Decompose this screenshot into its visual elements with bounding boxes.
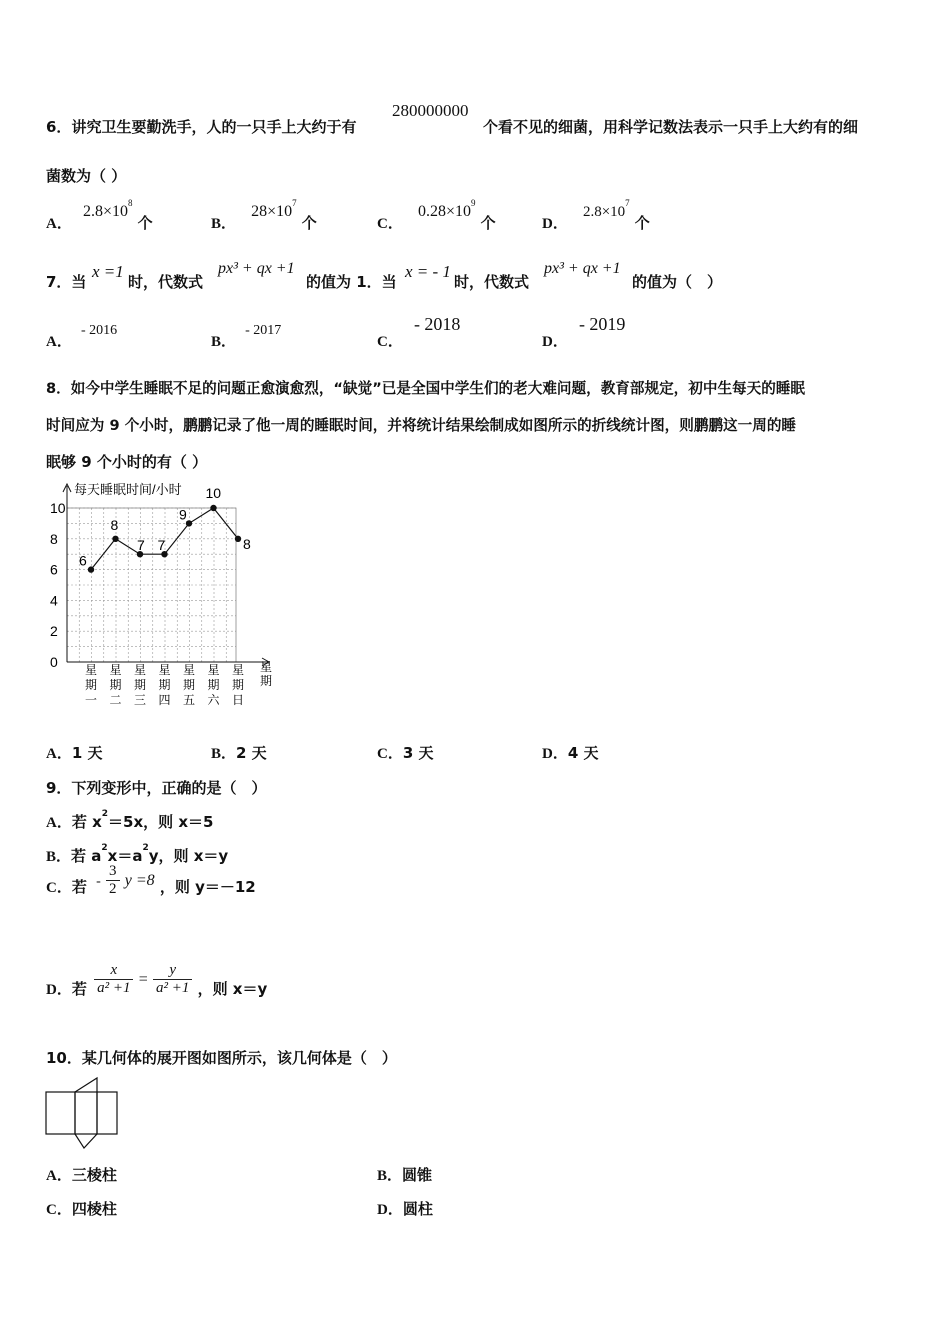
q7-number: 7．当 (46, 273, 87, 291)
data-point (112, 536, 118, 542)
chart-yticks (50, 500, 66, 670)
x-tick-label: 四 (158, 693, 171, 707)
option-label: B． (211, 216, 237, 232)
data-label: 7 (137, 537, 145, 554)
q9-option-d[interactable]: D．若 $\frac{x}{\text{a² +1}}$ = $\frac{y}{\text{a² +1}}$ ，则 x＝y (46, 962, 268, 998)
q10-stem: 10．某几何体的展开图如图所示，该几何体是（ ） (46, 1049, 397, 1067)
option-label: D． (377, 1202, 403, 1218)
option-value: - 2016 (80, 323, 118, 338)
data-point (235, 536, 241, 542)
option-label: B． (211, 334, 237, 350)
q6-text-c: 菌数为（ ） (46, 167, 127, 185)
x-tick-label: 期 (183, 678, 196, 692)
data-point (210, 505, 216, 511)
x-tick-label: 二 (109, 693, 122, 707)
q7-cond1: x =1 (92, 262, 124, 281)
y-tick-label: 4 (50, 592, 58, 609)
data-label: 7 (157, 537, 166, 554)
data-label: 10 (205, 485, 222, 501)
option-label: C． (377, 216, 403, 232)
chart-axes (63, 484, 272, 688)
x-tick-label: 五 (183, 693, 196, 707)
q7-option-d[interactable] (542, 314, 626, 350)
y-tick-label: 10 (50, 500, 66, 516)
q9-stem: 9．下列变形中，正确的是（ ） (46, 779, 267, 797)
option-label: A． (46, 815, 72, 831)
option-label: D． (46, 982, 72, 998)
x-tick-label: 期 (134, 678, 147, 692)
q7-expr2: px³ + qx +1 (544, 260, 621, 277)
option-label: C． (46, 880, 72, 896)
option-value: 圆锥 (402, 1166, 433, 1184)
q6-number: 6． (46, 118, 72, 136)
option-label: C． (377, 334, 403, 350)
option-value: 3 天 (402, 744, 434, 762)
q7-option-c[interactable] (377, 314, 461, 350)
q6-option-c[interactable] (377, 198, 496, 232)
q6-line1 (46, 116, 356, 137)
q10-option-c[interactable] (46, 1198, 117, 1219)
option-value: - 2017 (245, 323, 282, 338)
option-value: 2 天 (236, 744, 267, 762)
chart-grid (67, 508, 236, 662)
q9-option-c[interactable]: C．若 - $\frac{3}{2}$ y =8 ，则 y＝－12 (46, 863, 256, 897)
q9-option-a[interactable]: A．若 $x^2=5x$，则 x＝5 (46, 809, 214, 831)
x-tick-label: 星 (134, 663, 147, 677)
x-tick-label: 期 (85, 678, 98, 692)
q10-option-b[interactable] (377, 1164, 432, 1185)
x-axis-label: 期 (260, 674, 273, 688)
q6-option-d[interactable] (542, 198, 650, 232)
q7-option-b[interactable] (211, 318, 282, 350)
x-tick-label: 星 (183, 663, 196, 677)
q7-text4: 的值为（ ） (632, 273, 723, 291)
option-label: C． (377, 746, 403, 762)
fraction: $\frac{x}{\text{a² +1}}$ (94, 962, 133, 997)
x-tick-label: 期 (158, 678, 171, 692)
y-tick-label: 0 (50, 654, 58, 670)
x-tick-label: 星 (158, 663, 171, 677)
y-tick-label: 8 (50, 530, 58, 547)
x-tick-label: 星 (207, 663, 220, 677)
q6-text-b: 个看不见的细菌，用科学记数法表示一只手上大约有的细 (483, 118, 859, 136)
y-tick-label: 2 (50, 623, 58, 640)
fraction: $\frac{3}{2}$ (106, 863, 120, 898)
option-value: 圆柱 (402, 1200, 433, 1218)
data-label: 9 (179, 506, 187, 523)
x-axis-label: 星 (260, 660, 273, 674)
net-triangle-bottom (75, 1134, 97, 1148)
q7-expr1: px³ + qx +1 (218, 260, 295, 277)
x-tick-label: 星 (85, 663, 98, 677)
option-unit: 个 (137, 214, 153, 232)
option-unit: 个 (634, 214, 650, 232)
q8-line2: 时间应为 9 个小时，鹏鹏记录了他一周的睡眠时间，并将统计结果绘制成如图所示的折线统计图，则鹏鹏这一周的睡 (46, 417, 797, 434)
option-label: A． (46, 746, 72, 762)
q10-option-d[interactable] (377, 1198, 433, 1219)
net-triangle-top (75, 1078, 97, 1092)
q6-option-b[interactable] (211, 198, 317, 232)
x-tick-label: 日 (232, 693, 245, 707)
x-tick-label: 三 (134, 693, 147, 707)
q7-text2: 的值为 1．当 (306, 273, 397, 291)
option-value: 1 天 (71, 744, 103, 762)
x-tick-label: 期 (109, 678, 122, 692)
option-label: B． (211, 746, 237, 762)
option-value: $2.8\times 10^7$ (582, 198, 630, 220)
option-label: A． (46, 334, 72, 350)
chart-xticks (85, 663, 244, 707)
data-label: 8 (243, 535, 251, 552)
sleep-line-chart (40, 478, 290, 718)
y-tick-label: 6 (50, 561, 58, 578)
x-tick-label: 星 (109, 663, 122, 677)
option-label: B． (46, 849, 72, 865)
q9-option-b[interactable]: B．若 $a^2x=a^2y$，则 x＝y (46, 843, 229, 865)
option-unit: 个 (301, 214, 317, 232)
option-value: 四棱柱 (71, 1200, 117, 1218)
q8-option-b[interactable] (211, 742, 267, 763)
net-face-right (97, 1092, 117, 1134)
option-value: 4 天 (567, 744, 599, 762)
data-label: 8 (110, 516, 119, 533)
q7-cond2: x = - 1 (405, 262, 451, 281)
q7-option-a[interactable] (46, 318, 118, 350)
prism-net-figure (44, 1076, 124, 1150)
q7-text1: 时，代数式 (128, 273, 204, 291)
x-tick-label: 一 (85, 693, 98, 707)
option-label: D． (542, 216, 568, 232)
q8-option-d[interactable] (542, 742, 599, 763)
x-tick-label: 六 (207, 693, 220, 707)
data-label: 6 (79, 552, 87, 569)
q8-option-a[interactable] (46, 742, 103, 763)
q10-option-a[interactable] (46, 1164, 117, 1185)
option-label: D． (542, 334, 568, 350)
x-tick-label: 期 (207, 678, 220, 692)
q6-value: 280000000 (392, 101, 469, 120)
option-label: C． (46, 1202, 72, 1218)
option-value: 三棱柱 (71, 1166, 117, 1184)
option-value: $28\times 10^7$ (251, 198, 297, 220)
data-point (88, 566, 94, 572)
net-face-left (46, 1092, 75, 1134)
option-value: $2.8\times 10^8$ (82, 198, 133, 220)
option-value: $0.28\times 10^9$ (417, 198, 476, 220)
fraction: $\frac{y}{\text{a² +1}}$ (153, 962, 192, 997)
net-face-middle (75, 1092, 97, 1134)
q6-option-a[interactable] (46, 198, 153, 232)
option-unit: 个 (480, 214, 496, 232)
q8-option-c[interactable] (377, 742, 434, 763)
option-label: B． (377, 1168, 403, 1184)
q8-line1: 8．如今中学生睡眠不足的问题正愈演愈烈，“缺觉”已是全国中学生们的老大难问题，教育部规定，初中生每天的睡眠 (46, 380, 806, 397)
option-label: D． (542, 746, 568, 762)
option-label: A． (46, 1168, 72, 1184)
q7-text3: 时，代数式 (454, 273, 530, 291)
option-value: - 2019 (578, 314, 626, 334)
q8-line3: 眠够 9 个小时的有（ ） (46, 453, 208, 471)
x-tick-label: 星 (232, 663, 245, 677)
x-tick-label: 期 (232, 678, 245, 692)
option-value: - 2018 (413, 314, 461, 334)
q6-text-a: 讲究卫生要勤洗手，人的一只手上大约于有 (71, 118, 357, 136)
option-label: A． (46, 216, 72, 232)
chart-title: 每天睡眠时间/小时 (74, 482, 182, 497)
